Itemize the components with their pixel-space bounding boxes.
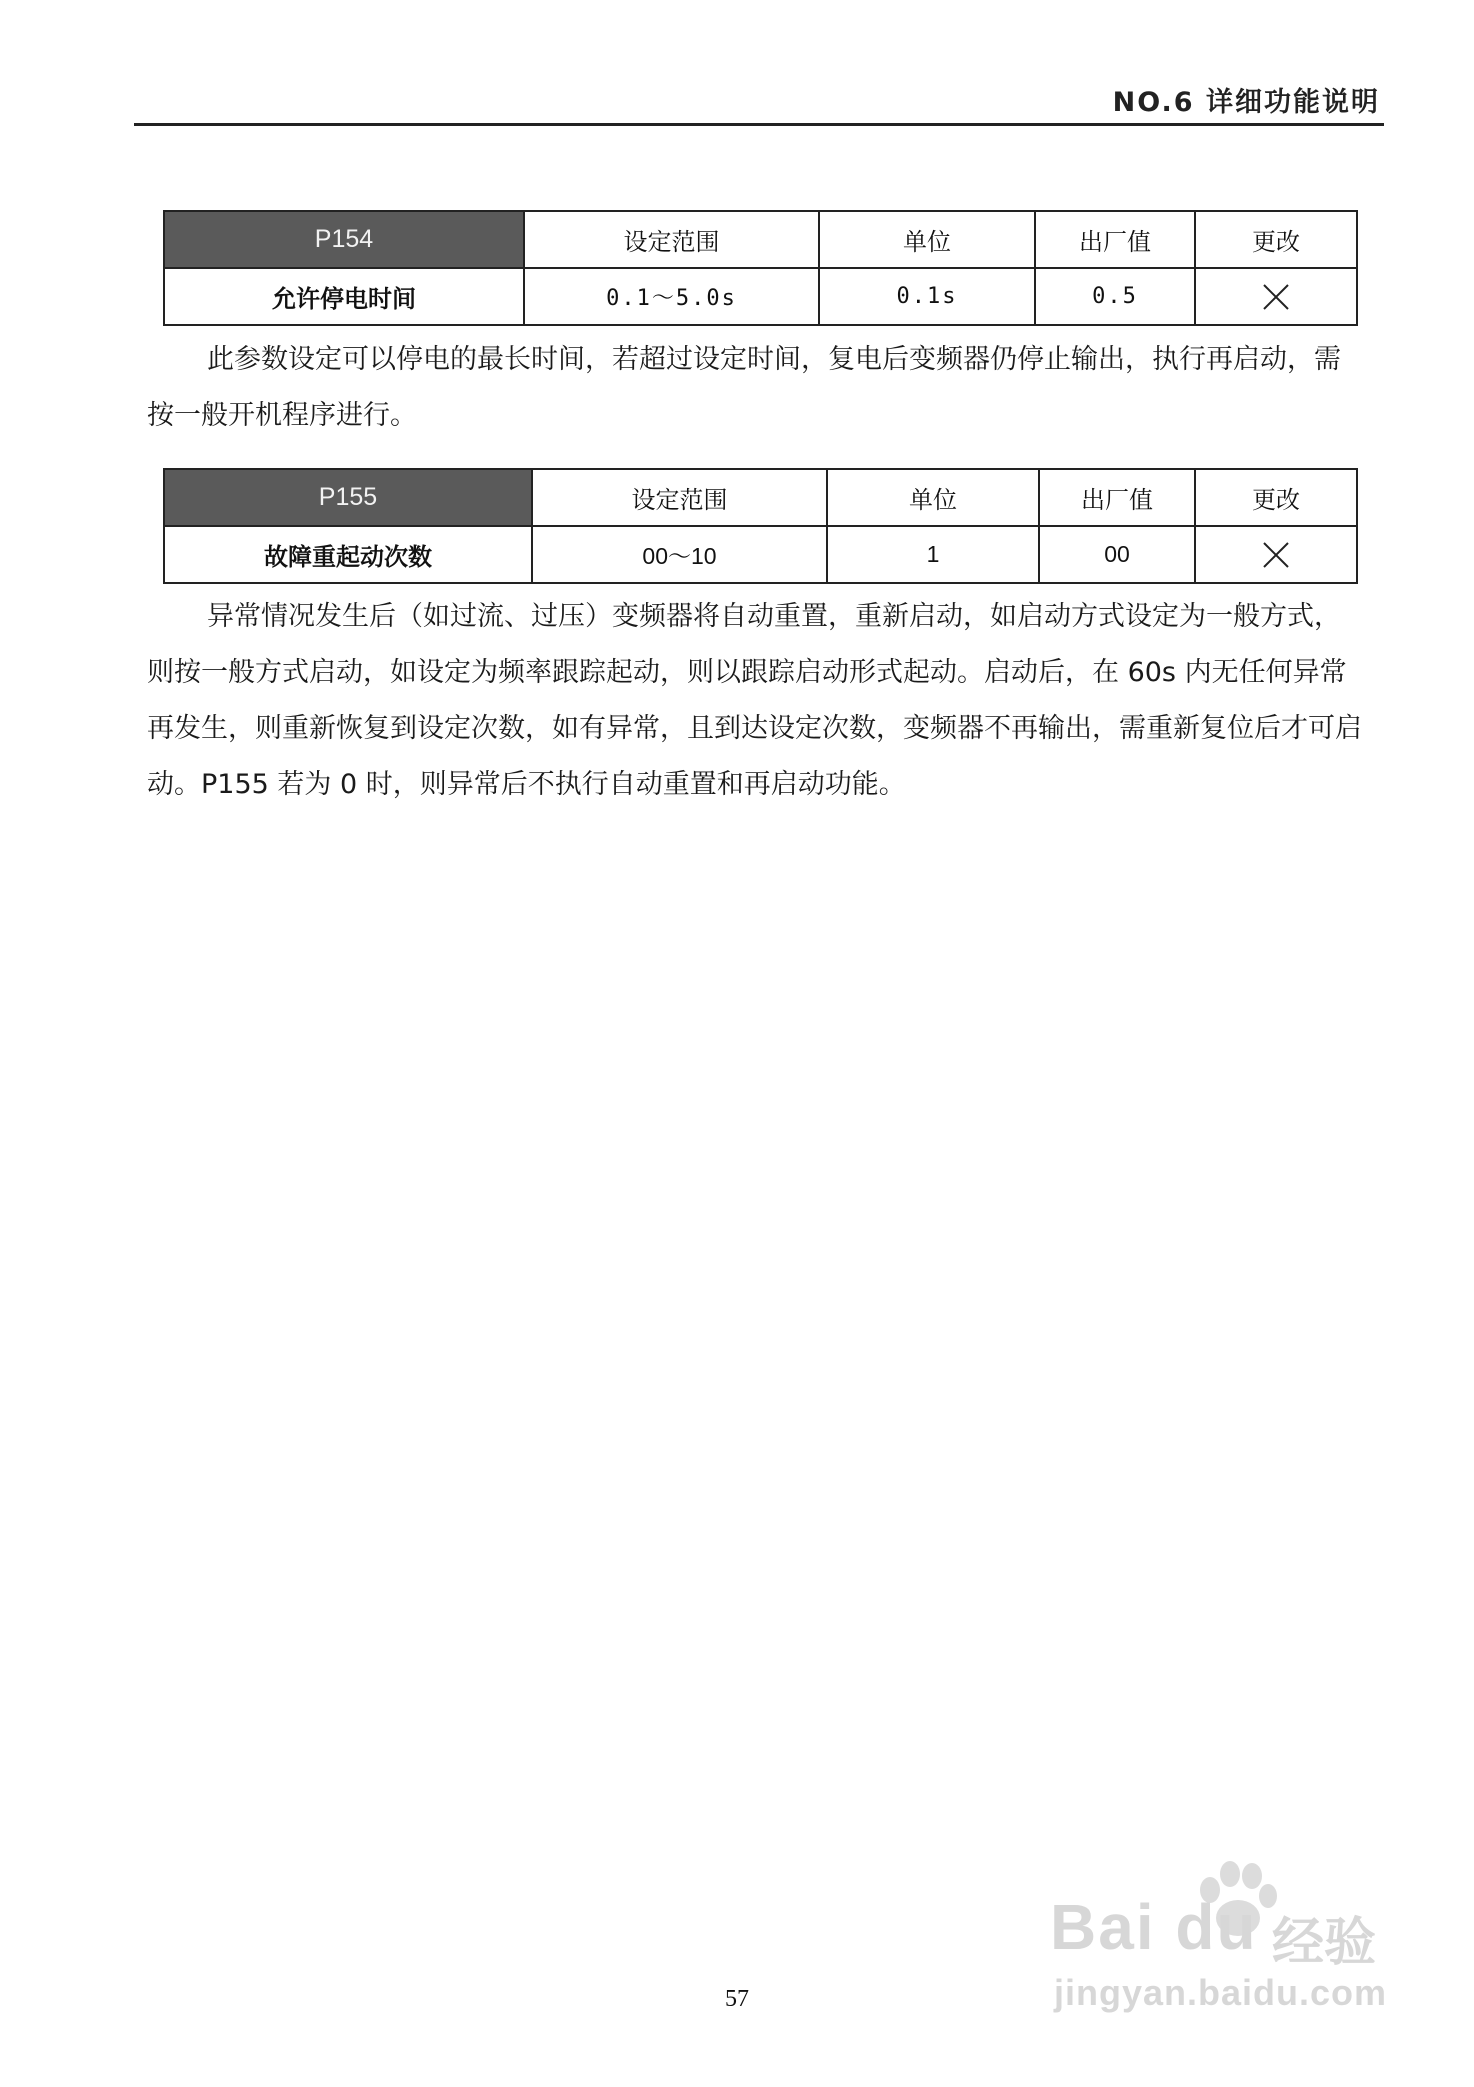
- col-header-change: 更改: [1195, 469, 1357, 526]
- param-change-cell: [1195, 526, 1357, 583]
- paragraph-text: 此参数设定可以停电的最长时间，若超过设定时间，复电后变频器仍停止输出，执行再启动，需按一般开机程序进行。: [147, 344, 1341, 431]
- watermark-cn: 经验: [1272, 1914, 1377, 1972]
- col-header-unit: 单位: [827, 469, 1039, 526]
- paragraph-p155: [147, 589, 1367, 813]
- param-unit: 1: [827, 526, 1039, 583]
- col-header-range: 设定范围: [524, 211, 819, 268]
- col-header-default: 出厂值: [1039, 469, 1195, 526]
- col-header-default: 出厂值: [1035, 211, 1195, 268]
- cross-icon: [1262, 541, 1290, 569]
- baidu-watermark: [1040, 1860, 1400, 2040]
- param-table-p155: [163, 468, 1358, 584]
- param-unit: 0.1s: [819, 268, 1035, 325]
- col-header-unit: 单位: [819, 211, 1035, 268]
- param-code: P155: [164, 469, 532, 526]
- page-number: 57: [725, 1986, 749, 2012]
- param-change-cell: [1195, 268, 1357, 325]
- watermark-logo: Bai du: [1050, 1891, 1258, 1963]
- paragraph-p154: [147, 332, 1367, 444]
- param-name: 允许停电时间: [164, 268, 524, 325]
- chapter-title: NO.6 详细功能说明: [1112, 87, 1380, 118]
- param-default: 0.5: [1035, 268, 1195, 325]
- param-table-p154: [163, 210, 1358, 326]
- param-range: 00～10: [532, 526, 827, 583]
- col-header-change: 更改: [1195, 211, 1357, 268]
- header-divider: [134, 123, 1384, 126]
- param-range: 0.1～5.0s: [524, 268, 819, 325]
- param-code: P154: [164, 211, 524, 268]
- paragraph-text: 异常情况发生后（如过流、过压）变频器将自动重置，重新启动，如启动方式设定为一般方式，则按一般方式启动，如设定为频率跟踪起动，则以跟踪启动形式起动。启动后，在 60s 内无任何异常再发生，则重新恢复到设定次数，如有异常，且到达设定次数，变频器不再输出，需重新复位后才可启动。P155 若为 0 时，则异常后不执行自动重置和再启动功能。: [147, 601, 1362, 800]
- col-header-range: 设定范围: [532, 469, 827, 526]
- cross-icon: [1262, 283, 1290, 311]
- param-default: 00: [1039, 526, 1195, 583]
- watermark-url: jingyan.baidu.com: [1054, 1972, 1388, 2013]
- param-name: 故障重起动次数: [164, 526, 532, 583]
